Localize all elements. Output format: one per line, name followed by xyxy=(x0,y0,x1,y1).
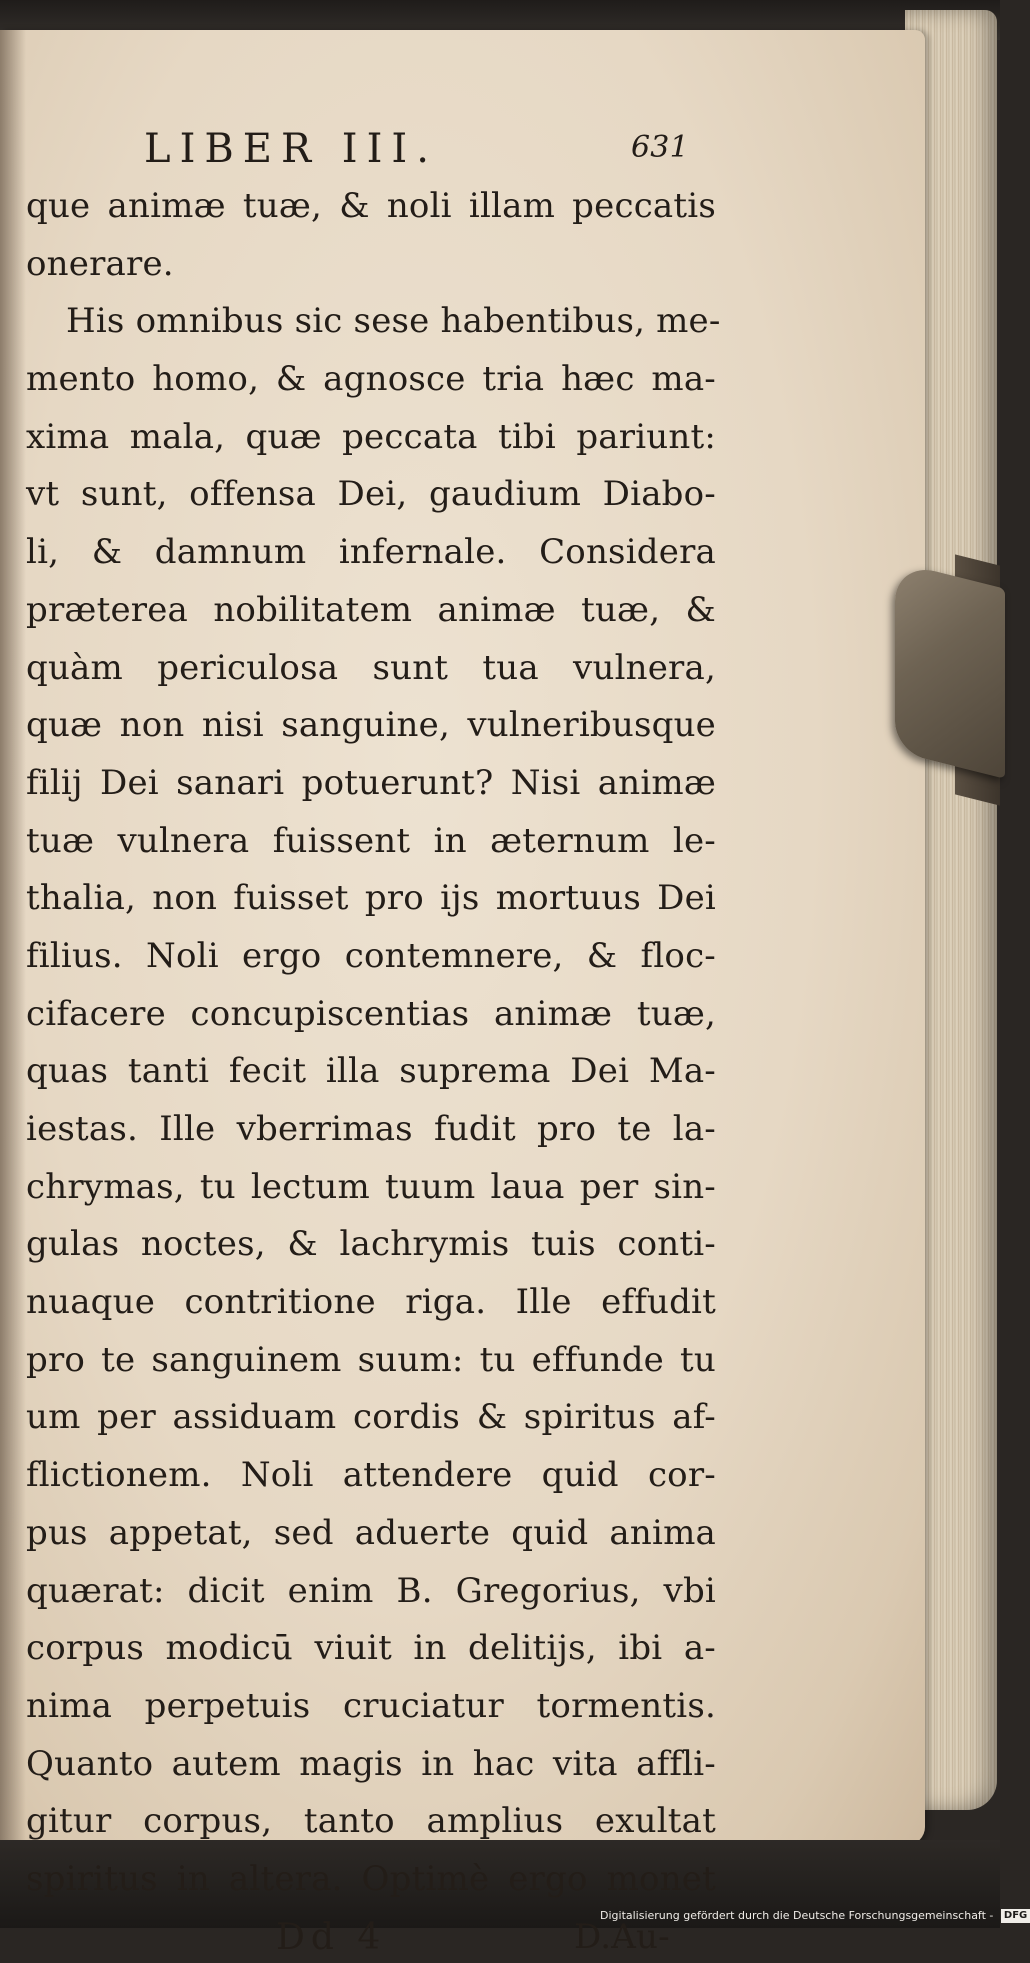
catchword: D.Au- xyxy=(574,1916,670,1957)
text-line: onerare. xyxy=(26,243,174,284)
text-line: spiritus in altera. Optimè ergo monet xyxy=(26,1858,716,1899)
text-line: gitur corpus, tanto amplius exultat xyxy=(26,1801,716,1842)
page-header xyxy=(26,126,716,178)
text-line: thalia, non fuisset pro ijs mortuus Dei xyxy=(26,878,716,919)
text-line: chrymas, tu lectum tuum laua per sin- xyxy=(26,1166,716,1207)
text-line: xima mala, quæ peccata tibi pariunt: xyxy=(26,416,716,457)
text-line: His omnibus sic sese habentibus, me- xyxy=(66,301,721,342)
text-line: iestas. Ille vberrimas fudit pro te la- xyxy=(26,1109,716,1149)
folio-number: 631 xyxy=(631,130,689,165)
text-line: præterea nobilitatem animæ tuæ, & xyxy=(26,589,716,630)
dfg-logo-icon: DFG xyxy=(1001,1909,1030,1923)
text-line: mento homo, & agnosce tria hæc ma- xyxy=(26,359,716,400)
running-head: LIBER III. xyxy=(144,126,438,172)
text-line: quærat: dicit enim B. Gregorius, vbi xyxy=(26,1570,716,1611)
leather-clasp xyxy=(895,561,1005,778)
digitization-credit xyxy=(600,1906,1030,1926)
text-line: flictionem. Noli attendere quid cor- xyxy=(26,1455,716,1496)
text-line: filius. Noli ergo contemnere, & floc- xyxy=(26,935,716,976)
text-line: filij Dei sanari potuerunt? Nisi animæ xyxy=(26,762,716,803)
text-line: li, & damnum infernale. Considera xyxy=(26,532,716,573)
text-line: quàm periculosa sunt tua vulnera, xyxy=(26,647,716,688)
text-line: que animæ tuæ, & noli illam peccatis xyxy=(26,186,716,226)
text-line: Quanto autem magis in hac vita affli- xyxy=(26,1743,716,1784)
text-line: pus appetat, sed aduerte quid anima xyxy=(26,1512,716,1553)
gutter-shadow xyxy=(0,30,26,1845)
text-line: nima perpetuis cruciatur tormentis. xyxy=(26,1685,716,1726)
text-line: pro te sanguinem suum: tu effunde tu xyxy=(26,1339,716,1380)
text-line: vt sunt, offensa Dei, gaudium Diabo- xyxy=(26,474,716,515)
text-line: gulas noctes, & lachrymis tuis conti- xyxy=(26,1224,716,1265)
text-line: quas tanti fecit illa suprema Dei Ma- xyxy=(26,1051,716,1092)
text-line: quæ non nisi sanguine, vulneribusque xyxy=(26,705,716,746)
page-text xyxy=(26,126,721,1963)
text-line: corpus modicū viuit in delitijs, ibi a- xyxy=(26,1628,716,1669)
text-line: um per assiduam cordis & spiritus af- xyxy=(26,1397,716,1438)
text-line: nuaque contritione riga. Ille effudit xyxy=(26,1282,716,1323)
signature-mark: Dd 4 xyxy=(276,1916,387,1958)
text-line: cifacere concupiscentias animæ tuæ, xyxy=(26,993,716,1034)
credit-text: Digitalisierung gefördert durch die Deutsche Forschungsgemeinschaft - xyxy=(600,1909,994,1922)
text-line: tuæ vulnera fuissent in æternum le- xyxy=(26,820,716,861)
